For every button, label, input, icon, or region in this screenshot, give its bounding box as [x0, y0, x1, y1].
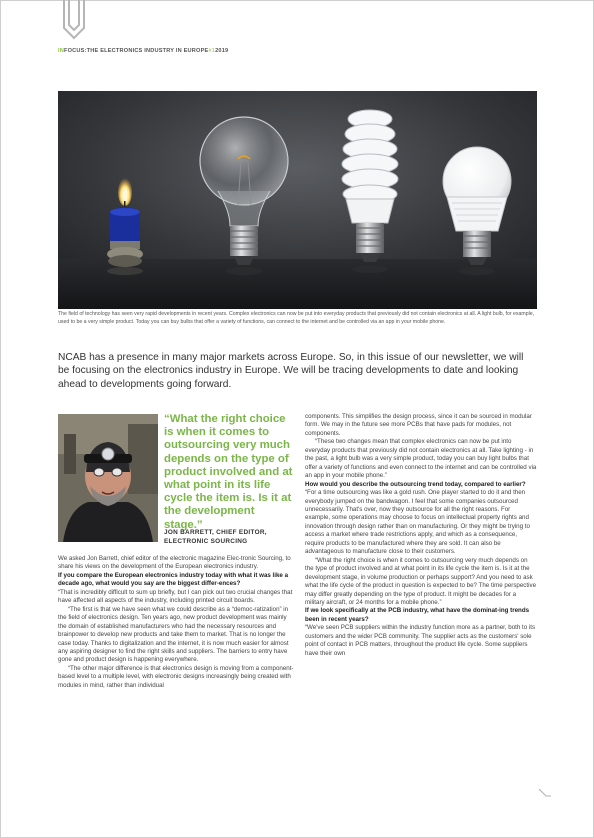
article-paragraph: We asked Jon Barrett, chief editor of the electronic magazine Elec-tronic Sourcing, to share his views on the development of the European electronics industry.	[58, 555, 291, 571]
article-paragraph: “We've seen PCB suppliers within the industry function more as a partner, both to its customers and the wider PCB community. The supplier acts as the customers' sole point of contact in PCB matters, throughout the product life cycle. Some suppliers have their own	[305, 624, 536, 657]
photo-caption: The field of technology has seen very rapid developments in recent years. Complex electronics can now be put into everyday products that previously did not contain electronics at all. A light bulb, for example, used to be a very simple product. Today you can buy bulbs that offer a variety of functions, can connect to the internet and be controlled via an app in your mobile phone.	[58, 311, 535, 325]
page-corner-fold	[538, 788, 552, 800]
header-year: 2019	[215, 48, 229, 54]
interview-question: How would you describe the outsourcing trend today, compared to earlier?	[305, 480, 526, 488]
header-issue: #1	[208, 48, 216, 54]
article-paragraph: “What the right choice is when it comes to outsourcing very much depends on the type of product involved and at what point in its life cycle the item is. Is it at the development stage, in volume production or perhaps support? And you need to ask what the life cycle of the product in question is expected to be? The time perspective may differ greatly depending on the type of product. It might be decades for a military aircraft, or 24 months for a mobile phone.”	[305, 556, 537, 606]
brand-logo	[62, 0, 86, 40]
article-column-left	[58, 555, 294, 690]
article-column-right	[305, 413, 537, 658]
interview-question: If we look specifically at the PCB industry, what have the dominat-ing trends been in recent years?	[305, 607, 530, 623]
byline-name: JON BARRETT, CHIEF EDITOR,	[164, 529, 267, 536]
intro-paragraph: NCAB has a presence in many major markets across Europe. So, in this issue of our newsletter, we will be focusing on the electronics industry in Europe. We will be tracing developments to date and looking ahead to developments going forward.	[58, 352, 524, 390]
article-paragraph: “These two changes mean that complex electronics can now be put into everyday products that previously did not contain electronics at all. Take lighting - in the past, a light bulb was a very simple product, today you can buy light bulbs that offer a variety of functions and even connect to the internet and can be controlled via an app in your mobile phone.”	[305, 438, 537, 480]
article-paragraph: “The first is that we have seen what we could describe as a “democ-ratization” in the field of electronics design. Ten years ago, new product development was mainly the domain of established manufacturers who had the necessary resources and brainpower to develop new products and take them to market. That is no longer the case today. Thanks to digitalization and the internet, it is now much easier for almost any aspiring designer to find the right skills and suppliers. The barriers to entry have gone and product design is happening everywhere.	[58, 605, 289, 664]
pull-quote-byline	[164, 529, 296, 546]
running-header	[58, 48, 228, 54]
portrait-photo	[58, 414, 158, 542]
article-paragraph: “For a time outsourcing was like a gold rush. One player started to do it and then everybody jumped on the bandwagon. I feel that some companies outsourced unnecessarily. That's over, now they outsource for all the right reasons. For example, some operations may choose to focus on intellectual property rights and innovation through design rather than on manufacturing. Or they might be trying to access a market where trade restrictions apply, and which as a consequence, require products to be manufactured where they are sold. It can also be advantageous to manufacture close to their customers.	[305, 489, 530, 556]
header-in: IN	[58, 48, 64, 54]
pull-quote: “What the right choice is when it comes to outsourcing very much depends on the type of product involved and at what point in its life cycle the item is. Is it at the development stage.”	[164, 413, 293, 531]
header-title: THE ELECTRONICS INDUSTRY IN EUROPE	[86, 48, 209, 54]
article-paragraph: components. This simplifies the design process, since it can be sourced in modular form. We may in the future see more PCBs that have pads for modules, not components.	[305, 413, 532, 437]
article-paragraph: “The other major difference is that electronics design is moving from a component-based level to a multiple level, with electronic designs increasingly being created with modules in mind, rather than individual	[58, 664, 294, 689]
hero-lightbulbs-photo	[58, 91, 537, 309]
byline-organization: ELECTRONIC SOURCING	[164, 537, 248, 545]
header-focus: FOCUS:	[64, 48, 87, 54]
article-paragraph: “That is incredibly difficult to sum up briefly, but I can pick out two crucial changes that have affected all aspects of the industry, including printed circuit boards.	[58, 588, 293, 605]
interview-question: If you compare the European electronics industry today with what it was like a decade ago, what would you say are the biggest differ-ences?	[58, 571, 289, 588]
